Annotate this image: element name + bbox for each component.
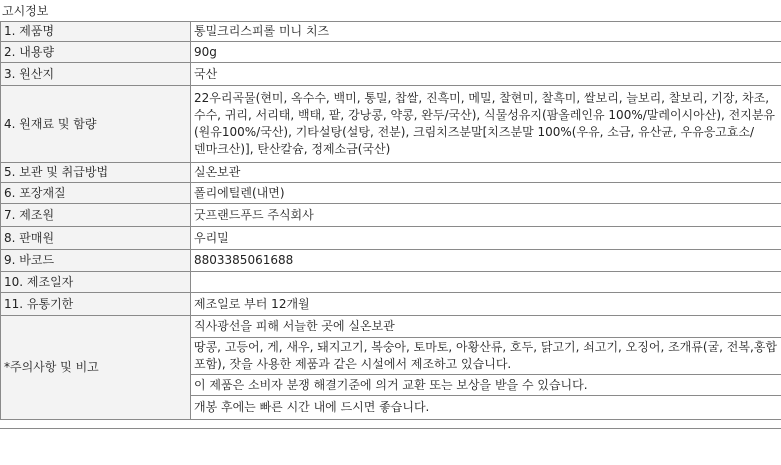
row-label-origin: 3. 원산지 (1, 63, 191, 86)
table-row (1, 163, 781, 183)
row-label-ingredients: 4. 원재료 및 함량 (1, 86, 191, 163)
table-row (1, 227, 781, 250)
table-row (1, 183, 781, 204)
table-row (1, 316, 781, 338)
row-label-expiry: 11. 유통기한 (1, 293, 191, 316)
row-value-net-weight: 90g (191, 42, 781, 63)
row-value-ingredients: 22우리곡물(현미, 옥수수, 백미, 통밀, 찹쌀, 진흑미, 메밀, 찰현미, 찰흑미, 쌀보리, 늘보리, 찰보리, 기장, 차조, 수수, 귀리, 서리태, 백태, 팥, 강낭콩, 약콩, 완두/국산), 식물성유지(팜올레인유 100%/말레이시아산), 전지분유(원유100%/국산), 기타설탕(설탕, 전분), 크림치즈분말[치즈분말 100%(우유, 소금, 유산균, 우유응고효소/덴마크산)], 탄산칼슘, 정제소금(국산) (191, 86, 781, 163)
table-row (1, 250, 781, 272)
caution-item: 이 제품은 소비자 분쟁 해결기준에 의거 교환 또는 보상을 받을 수 있습니다. (191, 375, 781, 396)
caution-item: 땅콩, 고등어, 게, 새우, 돼지고기, 복숭아, 토마토, 아황산류, 호두, 닭고기, 쇠고기, 오징어, 조개류(굴, 전복,홍합 포함), 잣을 사용한 제품과 같은 시설에서 제조하고 있습니다. (191, 338, 781, 375)
table-row (1, 86, 781, 163)
row-value-product-name: 통밀크리스피롤 미니 치즈 (191, 22, 781, 42)
bottom-divider (0, 428, 781, 429)
row-label-manufacturer: 7. 제조원 (1, 204, 191, 227)
row-label-seller: 8. 판매원 (1, 227, 191, 250)
row-value-seller: 우리밀 (191, 227, 781, 250)
table-row (1, 204, 781, 227)
row-value-packaging: 폴리에틸렌(내면) (191, 183, 781, 204)
table-row (1, 42, 781, 63)
row-value-storage: 실온보관 (191, 163, 781, 183)
table-row (1, 293, 781, 316)
row-label-product-name: 1. 제품명 (1, 22, 191, 42)
row-label-packaging: 6. 포장재질 (1, 183, 191, 204)
row-label-caution: *주의사항 및 비고 (1, 316, 191, 420)
row-value-expiry: 제조일로 부터 12개월 (191, 293, 781, 316)
caution-item: 개봉 후에는 빠른 시간 내에 드시면 좋습니다. (191, 396, 781, 420)
table-row (1, 22, 781, 42)
table-row (1, 63, 781, 86)
row-value-barcode: 8803385061688 (191, 250, 781, 272)
row-label-manufacture-date: 10. 제조일자 (1, 272, 191, 293)
row-value-manufacturer: 굿프랜드푸드 주식회사 (191, 204, 781, 227)
product-info-table (0, 21, 781, 420)
row-value-manufacture-date (191, 272, 781, 293)
row-value-origin: 국산 (191, 63, 781, 86)
row-label-storage: 5. 보관 및 취급방법 (1, 163, 191, 183)
page-title: 고시정보 (2, 4, 49, 18)
caution-item: 직사광선을 피해 서늘한 곳에 실온보관 (191, 316, 781, 338)
row-label-barcode: 9. 바코드 (1, 250, 191, 272)
table-row (1, 272, 781, 293)
row-label-net-weight: 2. 내용량 (1, 42, 191, 63)
